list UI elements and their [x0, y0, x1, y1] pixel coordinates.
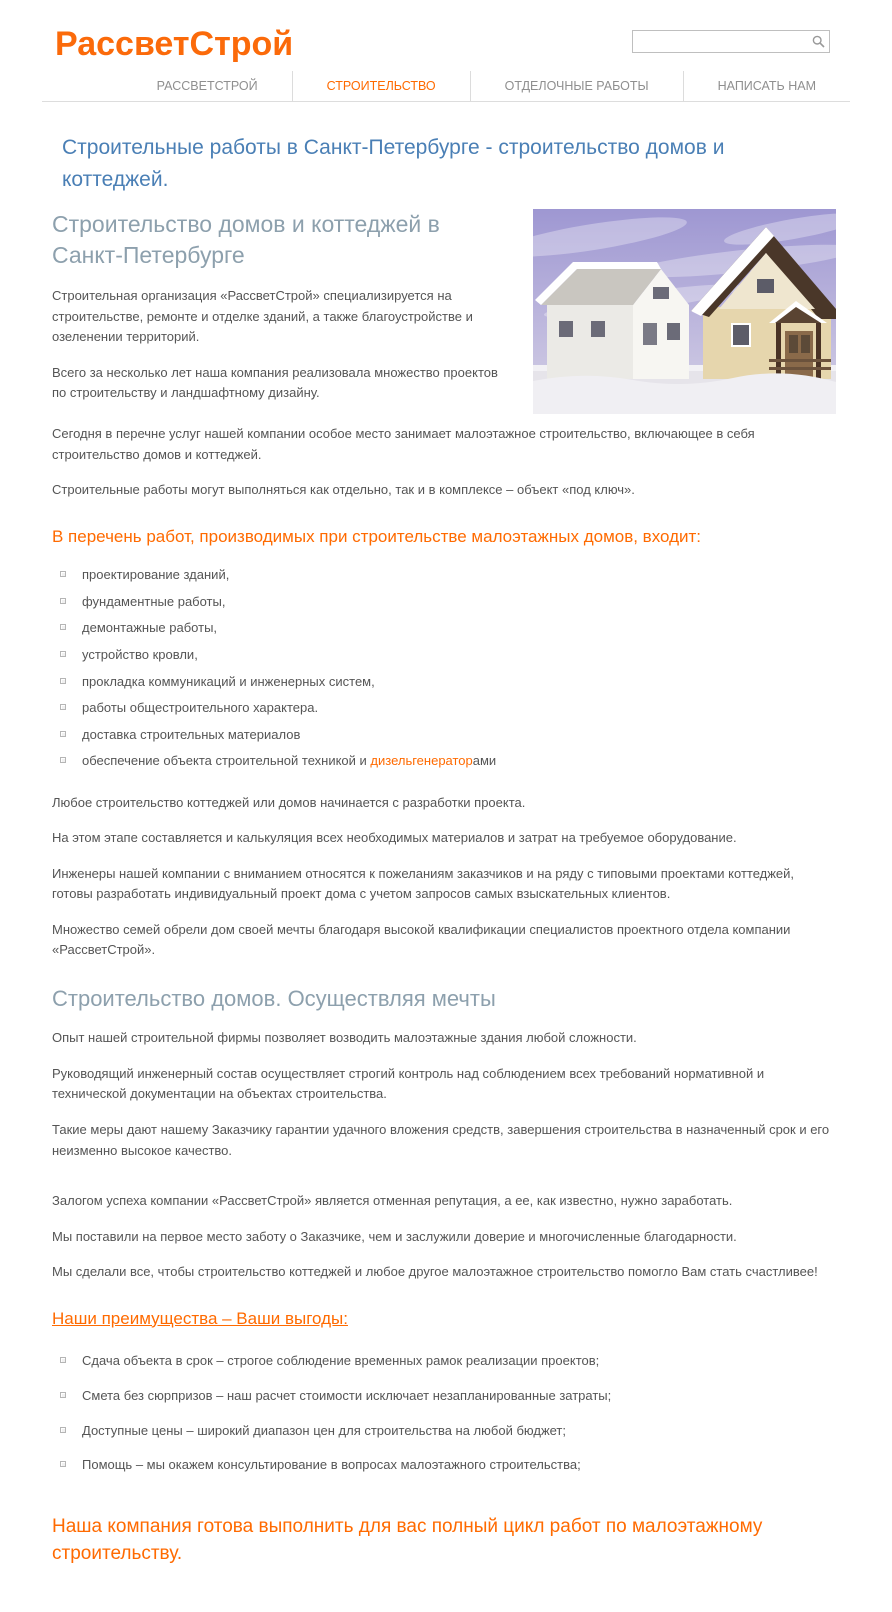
nav-item-otdelochnye-raboty[interactable]: ОТДЕЛОЧНЫЕ РАБОТЫ — [470, 71, 683, 103]
paragraph: На этом этапе составляется и калькуляция всех необходимых материалов и затрат на требуемое оборудование. — [52, 830, 737, 846]
list-item — [58, 1344, 836, 1379]
nav-item-rassvetstroy[interactable]: РАССВЕТСТРОЙ — [156, 78, 258, 93]
intro-heading: Строительство домов и коттеджей в Санкт-Петербурге — [52, 211, 440, 269]
list-item-label: устройство кровли, — [82, 646, 198, 662]
works-list — [58, 562, 836, 774]
full-cycle-heading: Наша компания готова выполнить для вас полный цикл работ по малоэтажному строительству. — [52, 1515, 763, 1565]
list-item-label: Сдача объекта в срок – строгое соблюдение временных рамок реализации проектов; — [82, 1353, 600, 1369]
paragraph: Множество семей обрели дом своей мечты благодаря высокой квалификации специалистов проектного отдела компании «РассветСтрой». — [52, 921, 791, 958]
list-item-label: прокладка коммуникаций и инженерных систем, — [82, 673, 375, 689]
paragraph: Любое строительство коттеджей или домов начинается с разработки проекта. — [52, 794, 526, 810]
square-bullet-icon — [60, 1392, 66, 1398]
main-nav — [42, 72, 850, 102]
list-item-text: ами — [472, 753, 497, 769]
diesel-generator-link[interactable]: дизельгенератор — [370, 753, 473, 769]
works-heading: В перечень работ, производимых при строительстве малоэтажных домов, входит: — [52, 526, 702, 546]
search-box — [632, 30, 830, 53]
square-bullet-icon — [60, 1357, 66, 1363]
list-item-label: доставка строительных материалов — [82, 726, 301, 742]
list-item — [58, 1379, 836, 1414]
paragraph: Инженеры нашей компании с вниманием относятся к пожеланиям заказчиков и на ряду с типовыми проектами коттеджей, готовы разработать индивидуальный проект дома с учетом запросов самых взыскательных клиентов. — [52, 865, 795, 902]
square-bullet-icon — [60, 598, 66, 604]
paragraph: Такие меры дают нашему Заказчику гарантии удачного вложения средств, завершения строительства в назначенный срок и его неизменно высокое качество. — [52, 1122, 830, 1158]
list-item — [58, 1448, 836, 1483]
list-item — [58, 589, 836, 616]
page-title: Строительные работы в Санкт-Петербурге - строительство домов и коттеджей. — [62, 136, 725, 191]
square-bullet-icon — [60, 1427, 66, 1433]
list-item — [58, 1414, 836, 1449]
square-bullet-icon — [60, 624, 66, 630]
list-item-label — [82, 753, 496, 768]
paragraph: Сегодня в перечне услуг нашей компании особое место занимает малоэтажное строительство, включающее в себя строительство домов и коттеджей. — [52, 426, 755, 462]
list-item-label: проектирование зданий, — [82, 567, 230, 583]
content — [0, 132, 892, 1612]
intro-section — [52, 209, 836, 501]
site-header — [0, 0, 892, 72]
square-bullet-icon — [60, 678, 66, 684]
winter-cottages-photo — [533, 209, 836, 414]
paragraph: Мы поставили на первое место заботу о Заказчике, чем и заслужили доверие и многочисленные благодарности. — [52, 1228, 737, 1244]
search-icon[interactable] — [811, 34, 826, 49]
dreams-heading: Строительство домов. Осуществляя мечты — [52, 985, 496, 1011]
square-bullet-icon — [60, 651, 66, 657]
list-item — [58, 669, 836, 696]
list-item — [58, 748, 836, 775]
search-input[interactable] — [633, 32, 811, 51]
square-bullet-icon — [60, 757, 66, 763]
nav-item-stroitelstvo[interactable]: СТРОИТЕЛЬСТВО — [292, 71, 470, 103]
list-item-label: работы общестроительного характера. — [82, 700, 319, 716]
list-item — [58, 722, 836, 749]
list-item-label: Доступные цены – широкий диапазон цен для строительства на любой бюджет; — [82, 1422, 567, 1438]
list-item-label: Помощь – мы окажем консультирование в вопросах малоэтажного строительства; — [82, 1457, 581, 1473]
site-logo[interactable]: РассветСтрой — [55, 25, 294, 63]
nav-item-napisat-nam[interactable]: НАПИСАТЬ НАМ — [683, 71, 850, 103]
square-bullet-icon — [60, 571, 66, 577]
paragraph: Опыт нашей строительной фирмы позволяет возводить малоэтажные здания любой сложности. — [52, 1030, 637, 1046]
advantages-heading: Наши преимущества – Ваши выгоды: — [52, 1308, 348, 1328]
advantages-list — [58, 1344, 836, 1482]
list-item — [58, 615, 836, 642]
list-item — [58, 562, 836, 589]
paragraph: Залогом успеха компании «РассветСтрой» является отменная репутация, а ее, как известно, нужно заработать. — [52, 1193, 733, 1209]
paragraph: Строительные работы могут выполняться как отдельно, так и в комплексе – объект «под ключ». — [52, 482, 635, 498]
list-item-text: обеспечение объекта строительной техникой и — [82, 753, 371, 769]
paragraph: Мы сделали все, чтобы строительство коттеджей и любое другое малоэтажное строительство помогло Вам стать счастливее! — [52, 1264, 818, 1280]
list-item-label: демонтажные работы, — [82, 620, 218, 636]
square-bullet-icon — [60, 731, 66, 737]
paragraph: Строительная организация «РассветСтрой» специализируется на строительстве, ремонте и отделке зданий, а также благоустройстве и озеленении территорий. — [52, 288, 473, 345]
square-bullet-icon — [60, 704, 66, 710]
list-item — [58, 695, 836, 722]
list-item-label: фундаментные работы, — [82, 593, 226, 609]
square-bullet-icon — [60, 1461, 66, 1467]
list-item — [58, 642, 836, 669]
paragraph: Всего за несколько лет наша компания реализовала множество проектов по строительству и ландшафтному дизайну. — [52, 364, 498, 401]
list-item-label: Смета без сюрпризов – наш расчет стоимости исключает незапланированные затраты; — [82, 1388, 612, 1403]
paragraph: Руководящий инженерный состав осуществляет строгий контроль над соблюдением всех требований нормативной и технической документации на объектах строительства. — [52, 1065, 765, 1102]
